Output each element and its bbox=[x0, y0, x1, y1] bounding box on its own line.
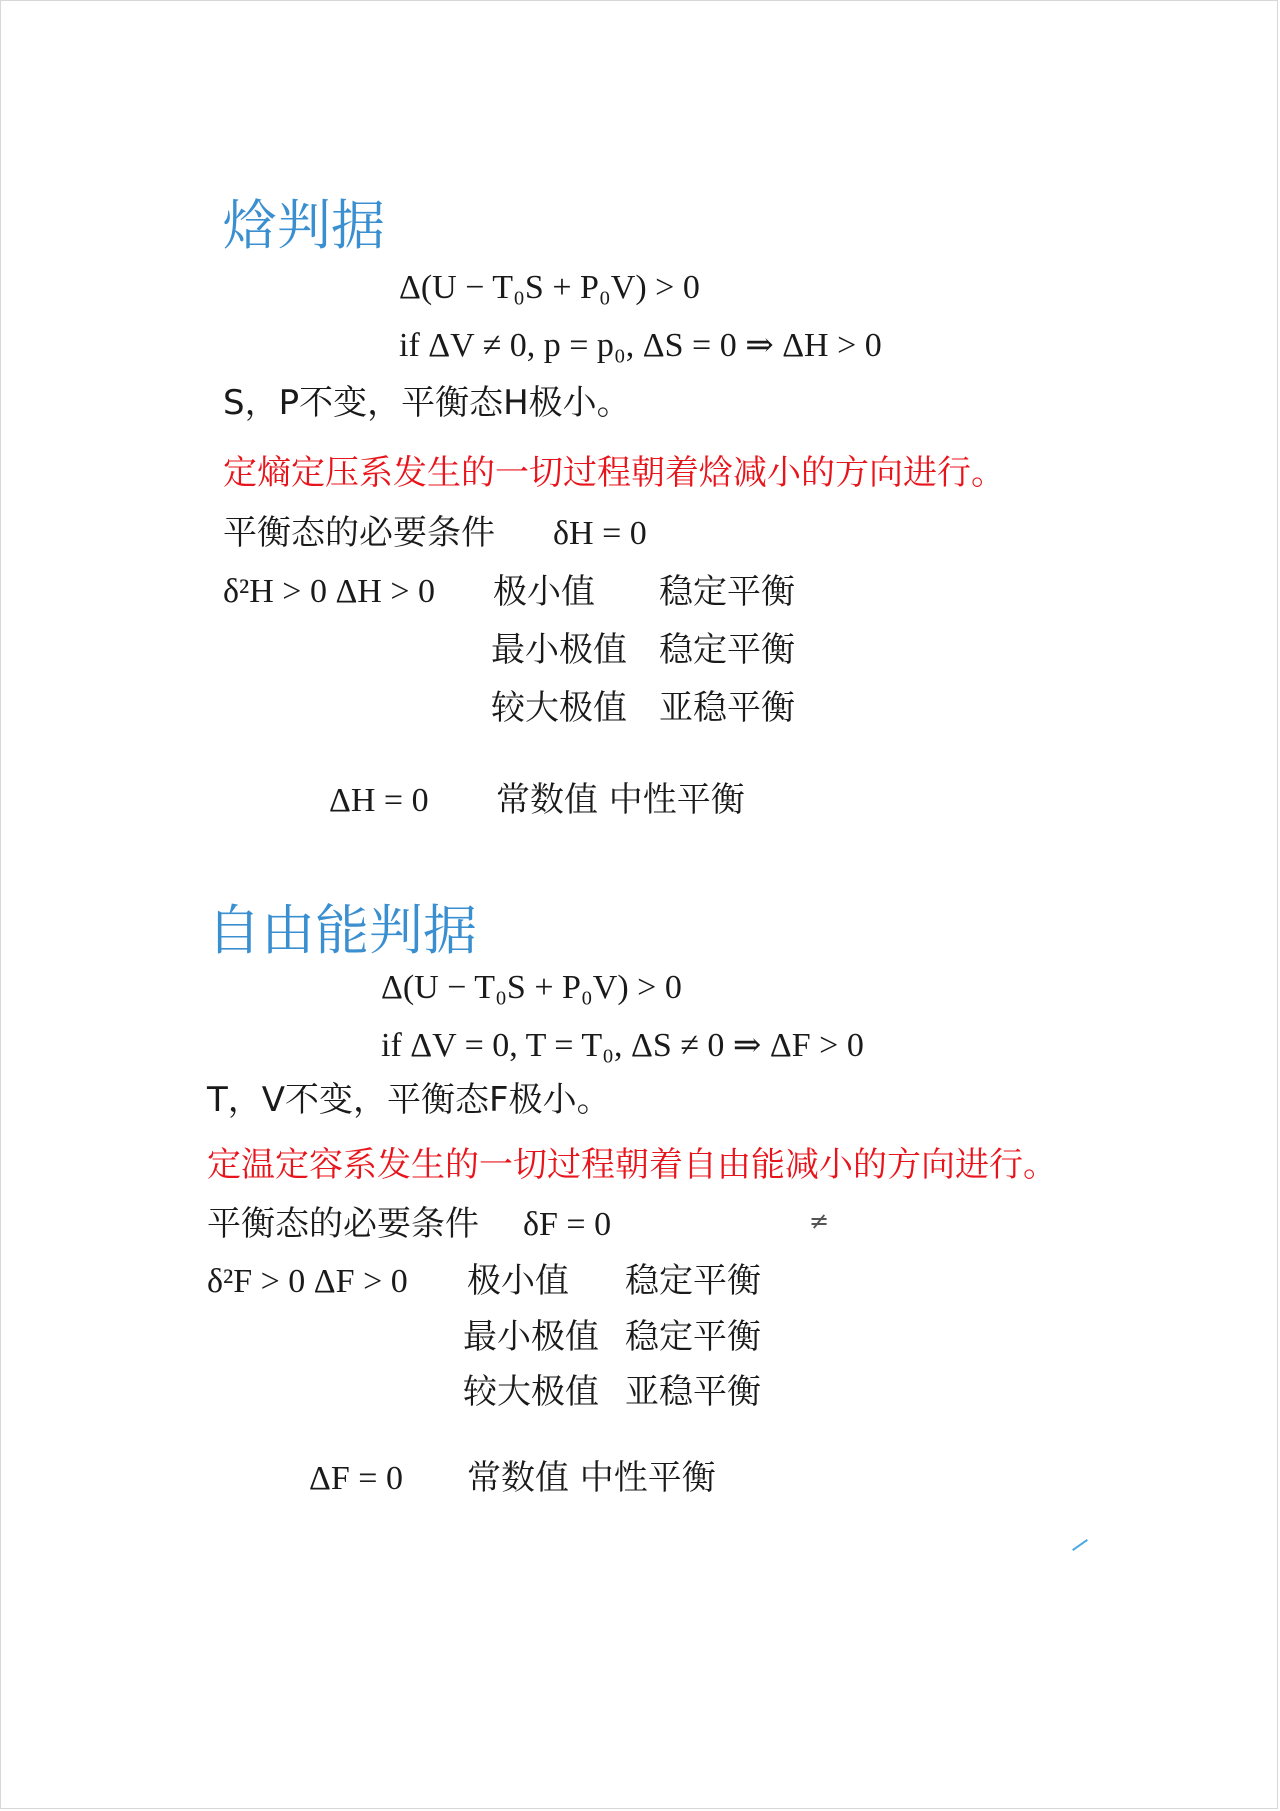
enthalpy-necessary-label: 平衡态的必要条件 bbox=[223, 513, 495, 553]
enthalpy-case-1-extremum: 极小值 bbox=[493, 572, 595, 612]
enthalpy-case-3-extremum: 较大极值 bbox=[491, 688, 627, 728]
free-energy-case-1-equilibrium: 稳定平衡 bbox=[625, 1261, 761, 1301]
free-energy-neutral-equilibrium: 常数值 中性平衡 bbox=[467, 1458, 716, 1498]
free-energy-necessary-label: 平衡态的必要条件 bbox=[207, 1204, 479, 1244]
free-energy-principle: 定温定容系发生的一切过程朝着自由能减小的方向进行。 bbox=[207, 1145, 1057, 1185]
enthalpy-case-1-equilibrium: 稳定平衡 bbox=[659, 572, 795, 612]
free-energy-case-3-equilibrium: 亚稳平衡 bbox=[625, 1372, 761, 1412]
enthalpy-zero-variation-equation: ΔH = 0 bbox=[329, 782, 429, 819]
free-energy-case-2-extremum: 最小极值 bbox=[463, 1317, 599, 1357]
enthalpy-neutral-equilibrium: 常数值 中性平衡 bbox=[496, 780, 745, 820]
free-energy-condition-text: T，V不变，平衡态F极小。 bbox=[207, 1080, 611, 1120]
free-energy-case-2-equilibrium: 稳定平衡 bbox=[625, 1317, 761, 1357]
free-energy-case-3-extremum: 较大极值 bbox=[463, 1372, 599, 1412]
enthalpy-second-order-condition: δ²H > 0 ΔH > 0 bbox=[223, 573, 436, 610]
enthalpy-equation-2: if ΔV ≠ 0, p = p₀, ΔS = 0 ⇒ ΔH > 0 bbox=[399, 327, 882, 364]
free-energy-case-1-extremum: 极小值 bbox=[467, 1261, 569, 1301]
free-energy-equation-1: Δ(U − T₀S + P₀V) > 0 bbox=[381, 969, 682, 1006]
enthalpy-condition-text: S，P不变，平衡态H极小。 bbox=[223, 383, 631, 423]
enthalpy-case-2-equilibrium: 稳定平衡 bbox=[659, 630, 795, 670]
enthalpy-case-3-equilibrium: 亚稳平衡 bbox=[659, 688, 795, 728]
decorative-blue-stroke bbox=[1072, 1539, 1088, 1551]
free-energy-second-order-condition: δ²F > 0 ΔF > 0 bbox=[207, 1263, 408, 1300]
stray-not-equal-mark: ≠ bbox=[809, 1207, 830, 1235]
free-energy-zero-variation-equation: ΔF = 0 bbox=[309, 1460, 403, 1497]
enthalpy-principle: 定熵定压系发生的一切过程朝着焓减小的方向进行。 bbox=[223, 453, 1005, 493]
free-energy-necessary-equation: δF = 0 bbox=[523, 1206, 612, 1243]
enthalpy-case-2-extremum: 最小极值 bbox=[491, 630, 627, 670]
section-heading-free-energy: 自由能判据 bbox=[207, 899, 477, 962]
enthalpy-necessary-equation: δH = 0 bbox=[553, 515, 647, 552]
section-heading-enthalpy: 焓判据 bbox=[223, 194, 385, 257]
free-energy-equation-2: if ΔV = 0, T = T₀, ΔS ≠ 0 ⇒ ΔF > 0 bbox=[381, 1027, 864, 1064]
enthalpy-equation-1: Δ(U − T₀S + P₀V) > 0 bbox=[399, 269, 700, 306]
